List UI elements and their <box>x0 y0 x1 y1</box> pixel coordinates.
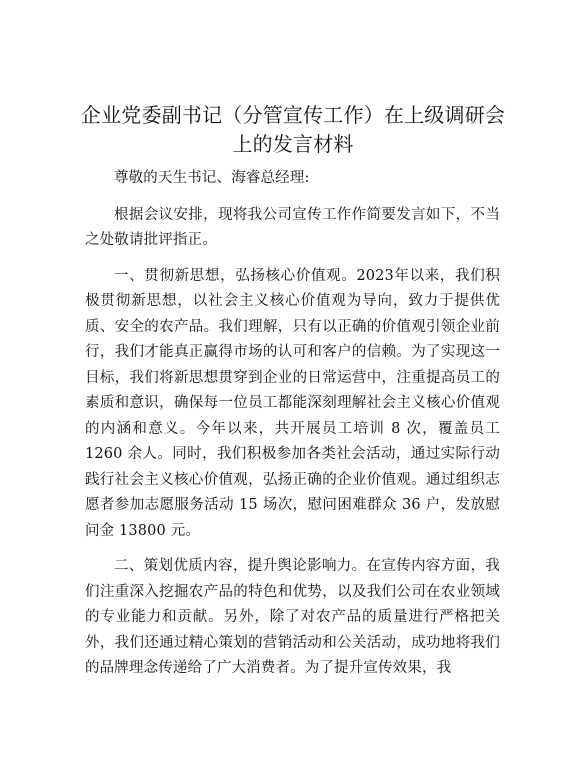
intro-paragraph: 根据会议安排，现将我公司宣传工作作简要发言如下，不当之处敬请批评指正。 <box>85 206 500 248</box>
document-title: 企业党委副书记（分管宣传工作）在上级调研会上的发言材料 <box>80 103 506 156</box>
document-body <box>85 166 500 682</box>
salutation: 尊敬的天生书记、海睿总经理: <box>114 170 310 186</box>
section-2-paragraph: 二、策划优质内容，提升舆论影响力。在宣传内容方面，我们注重深入挖掘农产品的特色和优势，以及我们公司在农业领域的专业能力和贡献。另外，除了对农产品的质量进行严格把关外，我们还通过精心策划的营销活动和公关活动，成功地将我们的品牌理念传递给了广大消费者。为了提升宣传效果，我 <box>85 558 500 676</box>
section-1-paragraph: 一、贯彻新思想，弘扬核心价值观。2023年以来，我们积极贯彻新思想，以社会主义核心价值观为导向，致力于提供优质、安全的农产品。我们理解，只有以正确的价值观引领企业前行，我们才能真正赢得市场的认可和客户的信赖。为了实现这一目标，我们将新思想贯穿到企业的日常运营中，注重提高员工的素质和意识，确保每一位员工都能深刻理解社会主义核心价值观的内涵和意义。今年以来，共开展员工培训 8 次，覆盖员工 1260 余人。同时，我们积极参加各类社会活动，通过实际行动践行社会主义核心价值观，弘扬正确的企业价值观。通过组织志愿者参加志愿服务活动 15 场次，慰问困难群众 36 户，发放慰问金 13800 元。 <box>85 267 500 539</box>
